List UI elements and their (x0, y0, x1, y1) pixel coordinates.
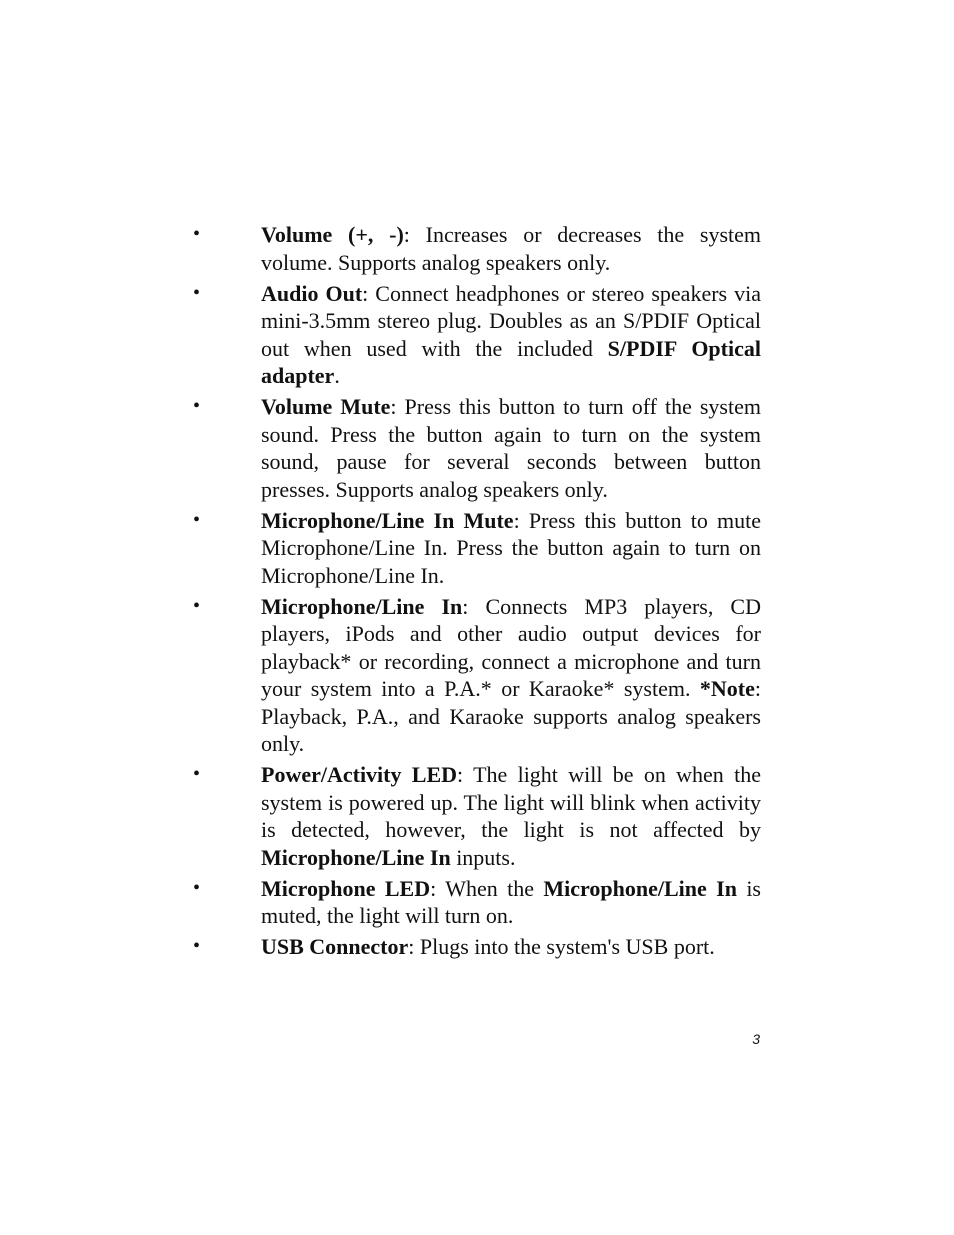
list-item-power-activity-led (193, 761, 761, 871)
term-label: Volume (+, -) (261, 222, 404, 247)
term-label: USB Connector (261, 934, 409, 959)
description-text: : Playback, P.A., and Karaoke supports analog speakers only. (261, 676, 761, 756)
term-label: Microphone/Line In (543, 875, 737, 901)
term-label: Audio Out (261, 280, 363, 306)
description-text: : Connects MP3 players, CD players, iPods and other audio output devices for playback* or recording, connect a microphone and turn your system into a P.A.* or Karaoke* system. (261, 593, 761, 701)
list-item-usb-connector (193, 933, 761, 961)
description-text: : Increases or decreases the system volume. Supports analog speakers only. (261, 222, 761, 275)
list-item-text (261, 393, 761, 503)
description-text: : Plugs into the system's USB port. (408, 934, 715, 959)
feature-bullet-list (193, 221, 761, 964)
bullet-icon: • (193, 395, 201, 417)
bullet-icon: • (193, 876, 201, 899)
list-item-text (261, 761, 761, 871)
bullet-icon: • (193, 281, 201, 304)
description-text: : When the (430, 875, 544, 901)
list-item-text (261, 280, 761, 390)
term-label: Volume Mute (261, 394, 391, 419)
term-label: Microphone/Line In (261, 844, 451, 870)
description-text: . (334, 363, 340, 388)
list-item-audio-out (193, 280, 761, 390)
term-label: Power/Activity LED (261, 762, 458, 787)
description-text: : Press this button to turn off the system sound. Press the button again to turn on the system sound, pause for several seconds between button presses. Supports analog speakers only. (261, 394, 761, 502)
bullet-icon: • (193, 594, 201, 617)
bullet-icon: • (193, 763, 201, 785)
list-item-text (261, 221, 761, 276)
page-number: 3 (752, 1031, 760, 1047)
list-item-text (261, 507, 761, 590)
note-label: *Note (699, 676, 755, 701)
list-item-mic-line-in (193, 593, 761, 758)
bullet-icon: • (193, 508, 201, 531)
list-item-volume-mute (193, 393, 761, 503)
list-item-volume (193, 221, 761, 276)
bullet-icon: • (193, 223, 201, 245)
description-text: : The light will be on when the system is powered up. The light will blink when activity is detected, however, the light is not affected by (261, 762, 761, 842)
term-label: S/PDIF Optical adapter (261, 335, 761, 388)
list-item-microphone-led (193, 875, 761, 930)
list-item-mic-line-in-mute (193, 507, 761, 590)
list-item-text (261, 875, 761, 930)
description-text: : Press this button to mute Microphone/Line In. Press the button again to turn on Microphone/Line In. (261, 507, 761, 588)
description-text: inputs. (450, 844, 516, 870)
term-label: Microphone/Line In Mute (261, 507, 514, 533)
term-label: Microphone LED (261, 875, 431, 901)
term-label: Microphone/Line In (261, 593, 463, 619)
description-text: is muted, the light will turn on. (261, 875, 761, 928)
list-item-text (261, 933, 761, 961)
bullet-icon: • (193, 935, 201, 957)
description-text: : Connect headphones or stereo speakers via mini-3.5mm stereo plug. Doubles as an S/PDIF Optical out when used with the included (261, 280, 761, 361)
list-item-text (261, 593, 761, 758)
